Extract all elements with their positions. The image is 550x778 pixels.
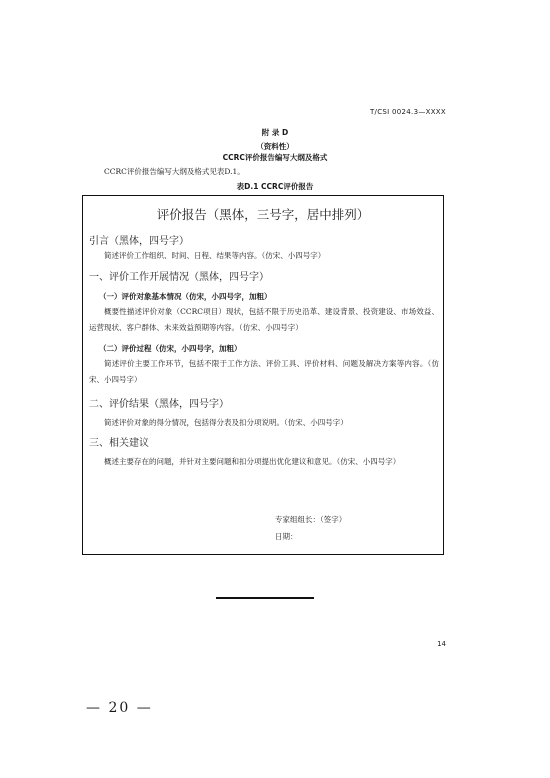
expert-leader-signature: 专家组组长：（签字）: [275, 515, 347, 524]
appendix-title: 附 录 D: [261, 128, 289, 137]
section1-sub1-body: 概要性描述评价对象（CCRC项目）现状，包括不限于历史沿革、建设背景、投资建设、市场效益、运营现状、客户群体、未来效益预期等内容。（仿宋、小四号字）: [89, 307, 439, 332]
page-number-small: 14: [437, 640, 446, 648]
standard-code: T/CSI 0024.3—XXXX: [369, 108, 446, 116]
signature-date: 日期：: [275, 532, 298, 541]
intro-text: CCRC评价报告编写大纲及格式见表D.1。: [104, 167, 245, 176]
table-caption: 表D.1 CCRC评价报告: [236, 182, 314, 191]
report-template-box: [82, 195, 444, 555]
preface-body: 简述评价工作组织、时间、日程、结果等内容。（仿宋、小四号字）: [104, 251, 326, 260]
section1-sub2-body: 简述评价主要工作环节，包括不限于工作方法、评价工具、评价材料、问题及解决方案等内容。（仿宋、小四号字）: [89, 359, 439, 384]
section1-sub1-heading: （一）评价对象基本情况（仿宋，小四号字，加粗）: [99, 292, 272, 301]
section1-heading: 一、评价工作开展情况（黑体，四号字）: [89, 272, 269, 283]
report-main-title: 评价报告（黑体，三号字，居中排列）: [156, 207, 370, 222]
appendix-subtitle: CCRC评价报告编写大纲及格式: [222, 153, 328, 162]
appendix-nature: （资料性）: [256, 142, 294, 151]
preface-heading: 引言（黑体，四号字）: [89, 236, 189, 247]
section3-heading: 三、相关建议: [89, 438, 149, 449]
section3-body: 概述主要存在的问题，并针对主要问题和扣分项提出优化建议和意见。（仿宋、小四号字）: [104, 457, 401, 466]
section2-heading: 二、评价结果（黑体，四号字）: [89, 399, 229, 410]
end-rule: [216, 597, 314, 599]
page-number-big: — 20 —: [86, 700, 153, 716]
section1-sub2-heading: （二）评价过程（仿宋，小四号字，加粗）: [99, 344, 242, 353]
section2-body: 简述评价对象的得分情况，包括得分表及扣分项说明。（仿宋、小四号字）: [104, 418, 348, 427]
